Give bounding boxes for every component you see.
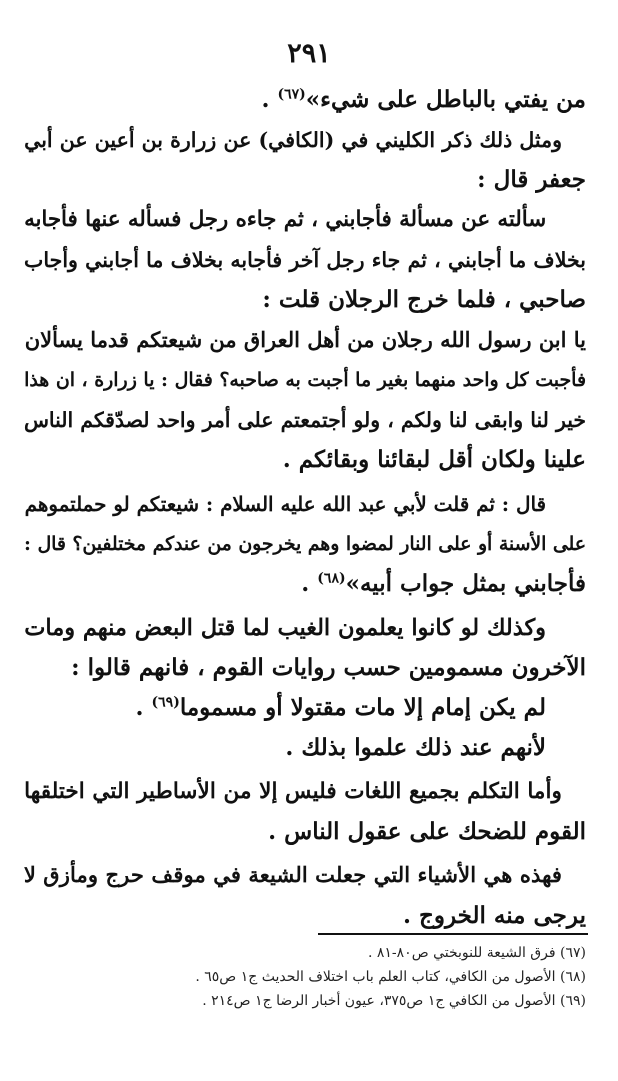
footnote-ref-68: (٦٨) xyxy=(317,570,346,587)
text-line-7: يا ابن رسول الله رجلان من أهل العراق من شيعتكم قدما يسألان xyxy=(24,327,586,352)
footnote-ref-69: (٦٩) xyxy=(151,694,180,711)
text-line-1: من يفتي بالباطل على شيء»$^{(٦٧)}$ . xyxy=(261,86,586,113)
text-line-21: يرجى منه الخروج . xyxy=(403,902,586,929)
text-line-4: سألته عن مسألة فأجابني ، ثم جاءه رجل فسأله عنها فأجابه xyxy=(24,207,546,232)
text-line-14: وكذلك لو كانوا يعلمون الغيب لما قتل البعض منهم ومات xyxy=(24,615,546,641)
text-line-2: ومثل ذلك ذكر الكليني في (الكافي) عن زرارة بن أعين عن أبي xyxy=(24,128,562,152)
text-line-15: الآخرون مسمومين حسب روايات القوم ، فانهم قالوا : xyxy=(71,654,586,681)
text-line-8: فأجبت كل واحد منهما بغير ما أجبت به صاحبه؟ فقال : يا زرارة ، ان هذا xyxy=(24,369,586,391)
footnote-ref-67: (٦٧) xyxy=(277,86,306,103)
text-line-12: على الأسنة أو على النار لمضوا وهم يخرجون من عندكم مختلفين؟ قال : xyxy=(23,533,586,555)
text-line-10: علينا ولكان أقل لبقائنا وبقائكم . xyxy=(282,446,586,473)
text-line-5: بخلاف ما أجابني ، ثم جاء رجل آخر فأجابه بخلاف ما أجابني وأجاب xyxy=(23,248,586,272)
text-line-11: قال : ثم قلت لأبي عبد الله عليه السلام : شيعتكم لو حملتموهم xyxy=(24,492,546,516)
text-line-13: فأجابني بمثل جواب أبيه»$^{(٦٨)}$ . xyxy=(301,570,586,597)
footnote-divider xyxy=(318,933,588,935)
text-line-6: صاحبي ، فلما خرج الرجلان قلت : xyxy=(262,286,586,313)
footnote-67: (٦٧) فرق الشيعة للنوبختي ص٨٠-٨١ . xyxy=(367,945,586,961)
text-line-18: وأما التكلم بجميع اللغات فليس إلا من الأساطير التي اختلقها xyxy=(24,779,562,804)
text-line-17: لأنهم عند ذلك علموا بذلك . xyxy=(285,734,546,761)
text-line-3: جعفر قال : xyxy=(477,166,586,193)
text-line-16: لم يكن إمام إلا مات مقتولا أو مسموما$^{(٦٩)}$ . xyxy=(135,694,546,721)
text-line-20: فهذه هي الأشياء التي جعلت الشيعة في موقف حرج ومأزق لا xyxy=(23,863,562,888)
page-number: ٢٩١ xyxy=(287,38,331,69)
footnote-69: (٦٩) الأصول من الكافي ج١ ص٣٧٥، عيون أخبار الرضا ج١ ص٢١٤ . xyxy=(202,993,586,1009)
text-line-19: القوم للضحك على عقول الناس . xyxy=(268,818,586,845)
footnote-68: (٦٨) الأصول من الكافي، كتاب العلم باب اختلاف الحديث ج١ ص٦٥ . xyxy=(195,969,586,985)
text-line-9: خير لنا وابقى لنا ولكم ، ولو أجتمعتم على أمر واحد لصدّقكم الناس xyxy=(24,408,586,432)
